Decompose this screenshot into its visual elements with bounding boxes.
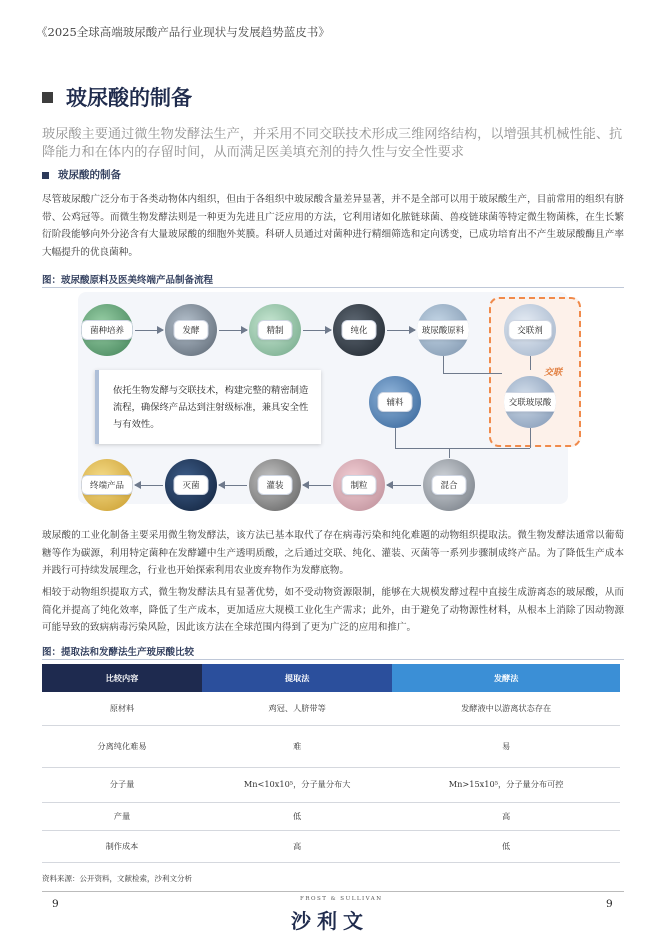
document-title: 《2025全球高端玻尿酸产品行业现状与发展趋势蓝皮书》: [36, 25, 330, 39]
section-title: 玻尿酸的制备: [66, 85, 192, 110]
paragraph-2: 玻尿酸的工业化制备主要采用微生物发酵法，该方法已基本取代了存在病毒污染和纯化难题的动物组织提取法。微生物发酵法通常以葡萄糖等作为碳源，利用特定菌种在发酵罐中生产透明质酸，之后通过交联、纯化、灌装、灭菌等一系列步骤制成终产品。为了降低生产成本并践行可持续发展理念，行业也开始探索利用农业废弃物作为发酵底物。: [42, 530, 624, 576]
subsection-title: 玻尿酸的制备: [58, 169, 121, 181]
table-cell: 低: [392, 830, 620, 862]
subsection-marker: [42, 172, 49, 179]
node-label: 交联玻尿酸: [504, 392, 556, 412]
footer-divider: [42, 891, 624, 892]
node-label: 菌种培养: [81, 320, 133, 340]
arrow-left: [387, 485, 421, 486]
table-cell: 分子量: [42, 767, 202, 802]
connector-horizontal: [443, 373, 502, 374]
arrow-right: [135, 330, 163, 331]
callout-text: 依托生物发酵与交联技术，构建完整的精密制造流程，确保终产品达到注射级标准，兼具安全性与有效性。: [113, 385, 309, 430]
connector-aux-down: [395, 428, 396, 448]
connector-product-down: [530, 428, 531, 448]
table-cell: 发酵液中以游离状态存在: [392, 692, 620, 725]
table-cell: 高: [202, 830, 392, 862]
node-label: 灌装: [257, 475, 292, 495]
node-sterilization: [165, 459, 217, 511]
node-label: 终端产品: [81, 475, 133, 495]
node-label: 混合: [431, 475, 466, 495]
arrow-left: [135, 485, 163, 486]
table-header-row: [42, 664, 620, 692]
caption-divider: [42, 659, 624, 660]
node-mixing: [423, 459, 475, 511]
node-label: 交联剂: [508, 320, 552, 340]
paragraph-1: 尽管玻尿酸广泛分布于各类动物体内组织，但由于各组织中玻尿酸含量差异显著，并不是全部可以用于玻尿酸生产，目前常用的组织有脐带、公鸡冠等。而微生物发酵法则是一种更为先进且广泛应用的方法，它利用诸如化脓链球菌、兽疫链球菌等特定微生物菌株，在生长繁衍阶段能够向外分泌含有大量玻尿酸的细胞外荚膜。科研人员通过对菌种进行精细筛选和定向诱变，已成功培育出不产生玻尿酸酶且产率大幅提升的优良菌种。: [42, 194, 624, 258]
node-label: 辅料: [377, 392, 412, 412]
node-label: 灭菌: [173, 475, 208, 495]
page-number-left: 9: [52, 898, 59, 910]
node-end-product: [81, 459, 133, 511]
table-cell: 难: [202, 725, 392, 767]
table-cell: 产量: [42, 802, 202, 830]
table-row: [42, 830, 620, 862]
table-row: [42, 692, 620, 725]
node-granulation: [333, 459, 385, 511]
brand-logo: 沙利文: [291, 909, 369, 933]
arrow-left: [219, 485, 247, 486]
connector-down: [443, 356, 444, 374]
table-row: [42, 802, 620, 830]
table-cell: 鸡冠、人脐带等: [202, 692, 392, 725]
connector-to-mix: [449, 448, 450, 458]
table-cell: 分离纯化难易: [42, 725, 202, 767]
source-note: 资料来源：公开资料，文献检索，沙利文分析: [42, 874, 192, 883]
caption-divider: [42, 287, 624, 288]
node-label: 精制: [257, 320, 292, 340]
table-cell: 高: [392, 802, 620, 830]
page-number-right: 9: [606, 898, 613, 910]
node-raw-material: [417, 304, 469, 356]
arrow-right: [387, 330, 415, 331]
table-header-cell: 比较内容: [42, 664, 202, 692]
arrow-left: [303, 485, 331, 486]
arrow-right: [219, 330, 247, 331]
table-header-cell: 发酵法: [392, 664, 620, 692]
callout-box: [95, 370, 321, 444]
table-cell: 易: [392, 725, 620, 767]
table-cell: Mn>15x10⁵，分子量分布可控: [392, 767, 620, 802]
node-filling: [249, 459, 301, 511]
paragraph-3: 相较于动物组织提取方式，微生物发酵法具有显著优势，如不受动物资源限制，能够在大规模发酵过程中直接生成游离态的玻尿酸，从而简化并提高了纯化效率，降低了生产成本，更加适应大规模工业化生产需求；此外，由于避免了动物源性材料，从根本上消除了因动物源可能导致的致病病毒污染风险，因此该方法在全球范围内得到了更为广泛的应用和推广。: [42, 587, 624, 633]
table-cell: 制作成本: [42, 830, 202, 862]
node-culture: [81, 304, 133, 356]
section-marker: [42, 92, 53, 103]
crosslink-tag: 交联: [544, 368, 563, 378]
node-label: 发酵: [173, 320, 208, 340]
figure-2-caption: 图：提取法和发酵法生产玻尿酸比较: [42, 647, 195, 658]
node-refining: [249, 304, 301, 356]
section-lead: 玻尿酸主要通过微生物发酵法生产，并采用不同交联技术形成三维网络结构，以增强其机械性能、抗降能力和在体内的存留时间，从而满足医美填充剂的持久性与安全性要求: [42, 127, 623, 160]
node-crosslink-agent: [504, 304, 556, 356]
table-cell: 低: [202, 802, 392, 830]
table-row: [42, 725, 620, 767]
node-crosslinked-product: [504, 376, 556, 428]
table-header-cell: 提取法: [202, 664, 392, 692]
comparison-table: [42, 664, 620, 863]
arrow-right: [303, 330, 331, 331]
node-label: 玻尿酸原料: [417, 320, 469, 340]
table-cell: 原材料: [42, 692, 202, 725]
connector-agent-down: [530, 356, 531, 370]
brand-english: FROST & SULLIVAN: [300, 896, 383, 902]
node-label: 制粒: [341, 475, 376, 495]
node-fermentation: [165, 304, 217, 356]
node-label: 纯化: [341, 320, 376, 340]
node-purification: [333, 304, 385, 356]
node-auxiliary: [369, 376, 421, 428]
table-row: [42, 767, 620, 802]
connector-merge: [395, 448, 530, 449]
table-cell: Mn<10x10⁵，分子量分布大: [202, 767, 392, 802]
figure-1-caption: 图：玻尿酸原料及医美终端产品制备流程: [42, 275, 214, 286]
